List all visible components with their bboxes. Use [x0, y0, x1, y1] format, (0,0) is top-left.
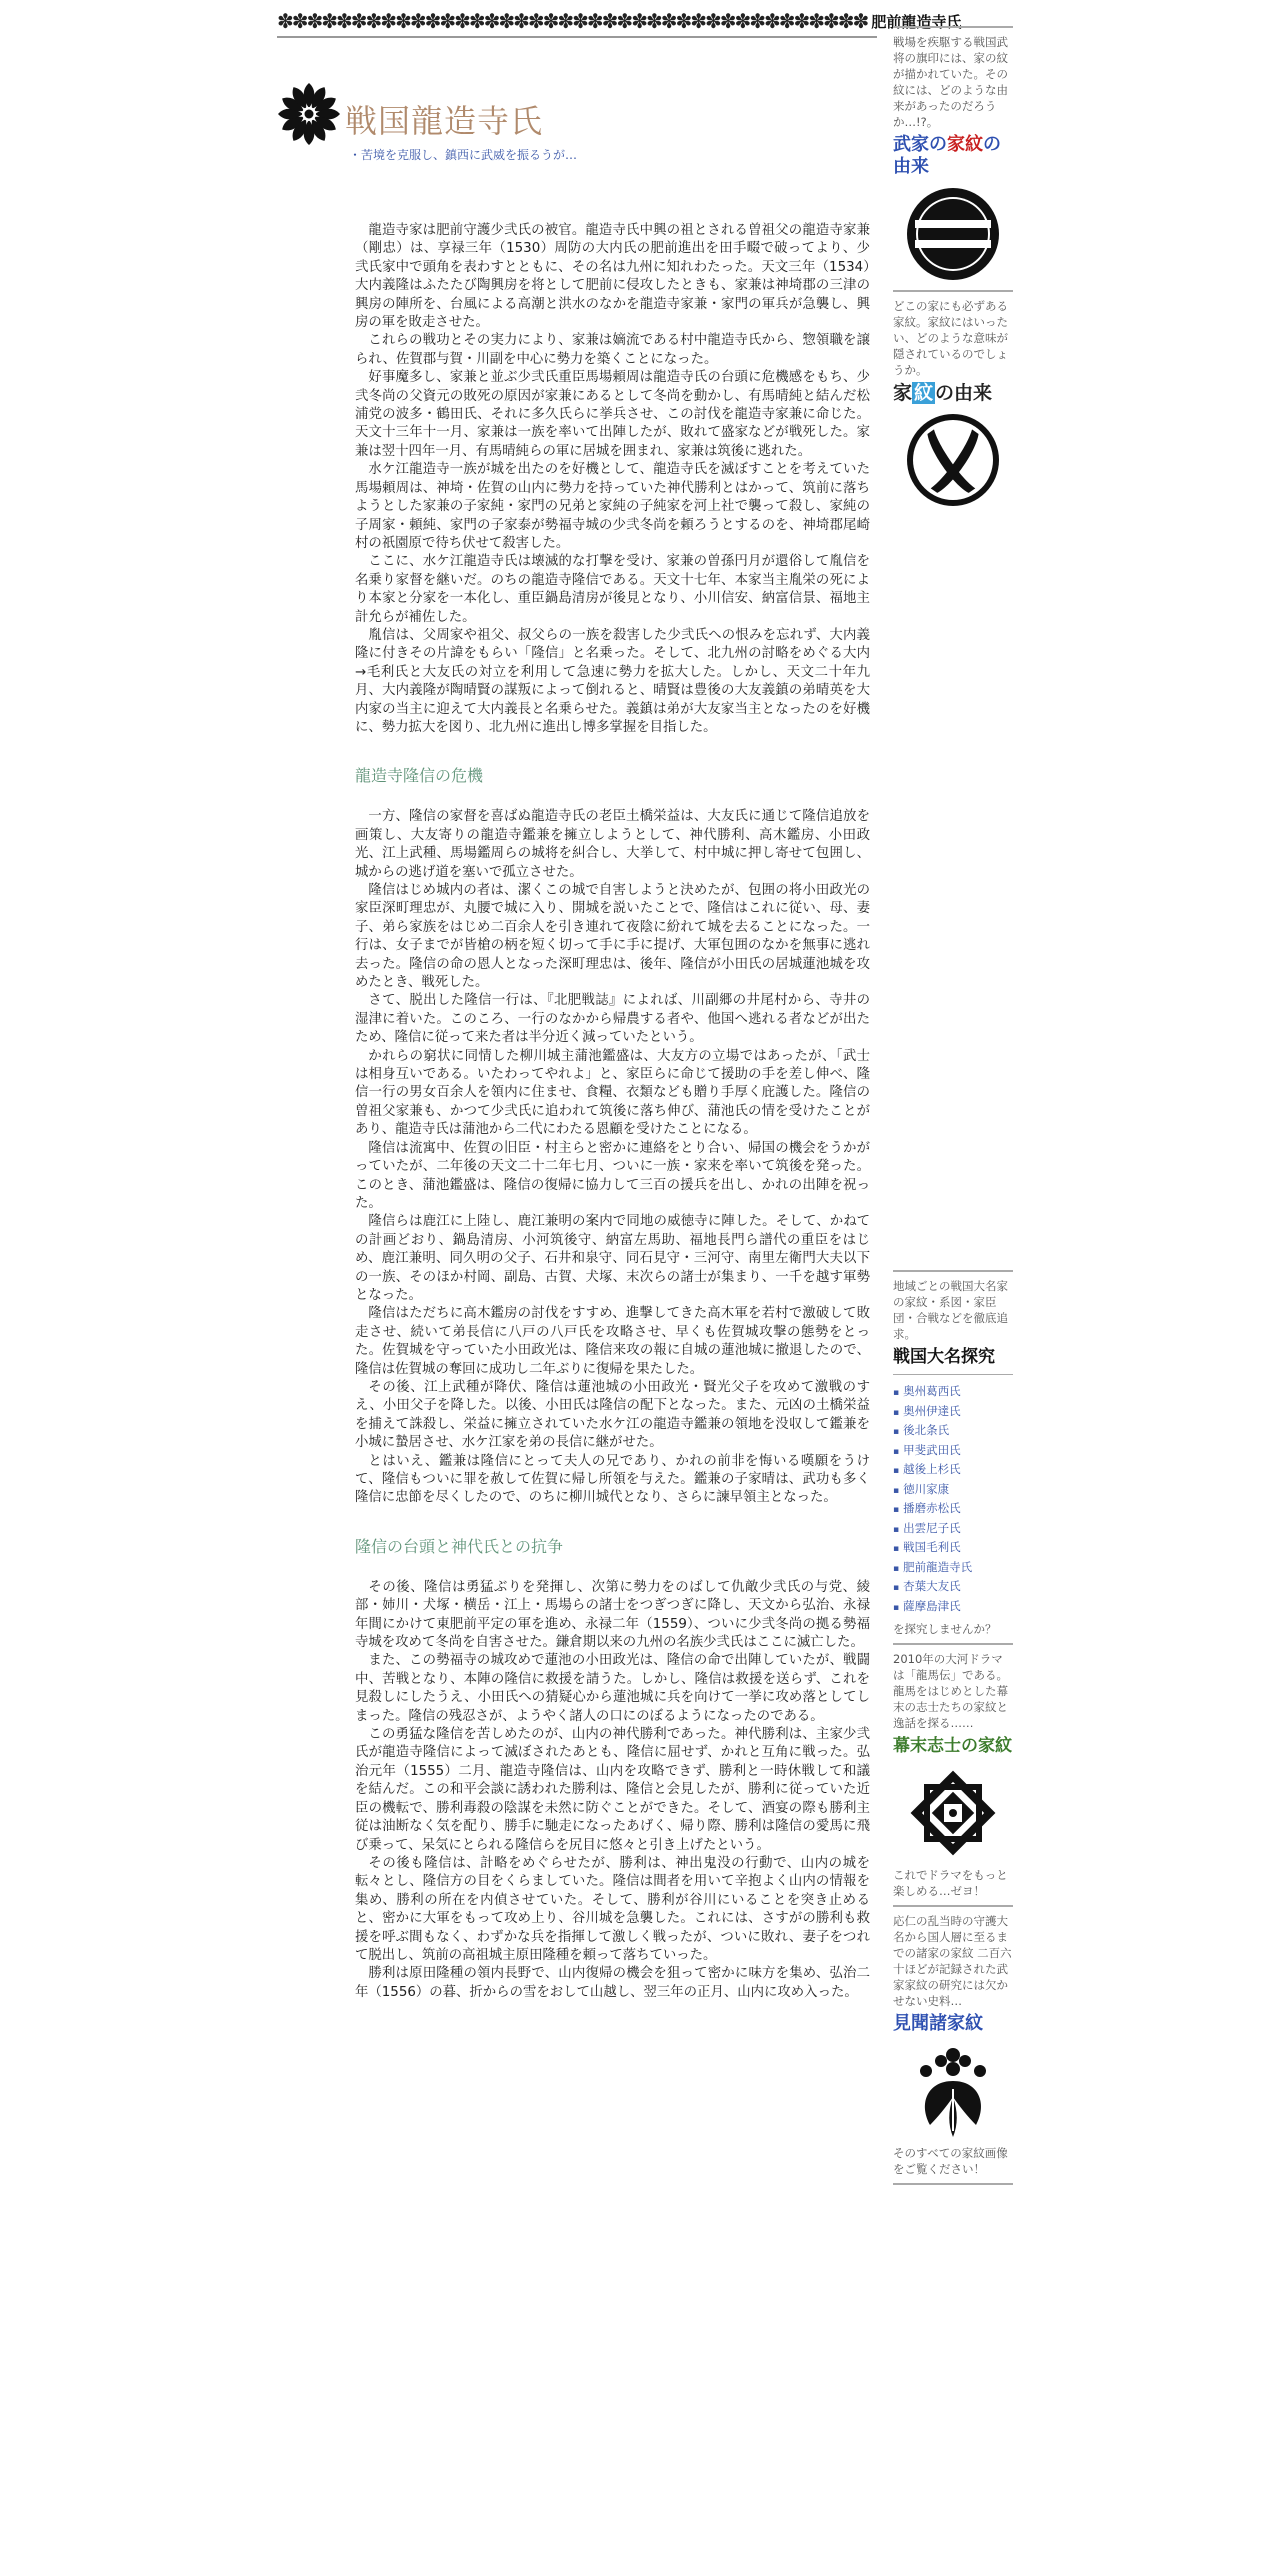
- daimyo-link[interactable]: ▪ 出雲尼子氏: [893, 1520, 1013, 1540]
- kenmon-banner[interactable]: 見聞諸家紋: [893, 2013, 983, 2034]
- sidebar-text: 戦場を疾駆する戦国武将の旗印には、家の紋が描かれていた。その紋には、どのような由来があったのだろうか…!?。: [893, 35, 1008, 129]
- daimyo-link[interactable]: ▪ 肥前龍造寺氏: [893, 1559, 1013, 1579]
- paragraph: その後、隆信は勇猛ぶりを発揮し、次第に勢力をのばして仇敵少弐氏の与党、綾部・姉川・犬塚・横岳・江上・馬場らの諸士をつぎつぎに降し、天文から弘治、永禄年間にかけて東肥前平定の軍を進め、永禄二年（1559）、ついに少弐冬尚の拠る勢福寺城を攻めて冬尚を自害させた。鎌倉期以来の九州の名族少弐氏はここに滅亡した。: [355, 1579, 870, 1651]
- daimyo-link[interactable]: ▪ 奥州葛西氏: [893, 1383, 1013, 1403]
- daimyo-banner[interactable]: 戦国大名探究: [893, 1347, 995, 1367]
- paragraph: かれらの窮状に同情した柳川城主蒲池鑑盛は、大友方の立場ではあったが、「武士は相身互いである。いたわってやれよ」と、家臣らに命じて援助の手を差し伸べ、隆信一行の男女百余人を領内に住ませ、食糧、衣類なども贈り手厚く庇護した。隆信の曽祖父家兼も、かつて少弐氏に追われて筑後に落ち伸び、蒲池氏の情を受けたことがあり、龍造寺氏は蒲池から二代にわたる恩顧を受けたことになる。: [355, 1048, 870, 1138]
- sidebar-block-daimyo: [893, 1278, 1013, 1637]
- sidebar-text: を探究しませんか？: [893, 1622, 997, 1636]
- sidebar-divider: [893, 1374, 1013, 1375]
- paragraph: とはいえ、鑑兼は隆信にとって夫人の兄であり、かれの前非を悔いる嘆願をうけて、隆信もついに罪を赦して佐賀に帰し所領を与えた。鑑兼の子家晴は、武功も多く隆信に忠節を尽くしたので、のちに柳川城代となり、さらに諫早領主となった。: [355, 1453, 870, 1506]
- sidebar-divider: [893, 26, 1013, 28]
- sidebar-block-bakumatsu[interactable]: [893, 1651, 1013, 1899]
- banner-part: の由来: [935, 382, 993, 404]
- sidebar-text: これでドラマをもっと楽しめる…ゼヨ！: [893, 1868, 1008, 1898]
- sidebar-text: 応仁の乱当時の守護大名から国人層に至るまでの諸家の家紋 二百六十ほどが記録された武家家紋の研究には欠かせない史料…: [893, 1914, 1012, 2008]
- sidebar-divider: [893, 290, 1013, 292]
- bakumatsu-banner[interactable]: 幕末志士の家紋: [893, 1736, 1012, 1756]
- sidebar-text: どこの家にも必ずある家紋。家紋にはいったい、どのような意味が隠されているのでしょうか。: [893, 299, 1008, 377]
- paragraph: さて、脱出した隆信一行は、『北肥戦誌』によれば、川副郷の井尾村から、寺井の湿津に着いた。このころ、一行のなかから帰農する者や、他国へ逃れる者などが出たため、隆信に従って来た者は半分近く減っていたという。: [355, 993, 870, 1046]
- paragraph: その後、江上武種が降伏、隆信は蓮池城の小田政光・賢光父子を攻めて激戦のすえ、小田父子を降した。以後、小田氏は隆信の配下となった。また、元凶の土橋栄益を捕えて誅殺し、栄益に擁立されていた水ケ江の龍造寺鑑兼の領地を没収して鑑兼を小城に蟄居させ、水ケ江家を弟の長信に継がせた。: [355, 1379, 870, 1451]
- paragraph: この勇猛な隆信を苦しめたのが、山内の神代勝利であった。神代勝利は、主家少弐氏が龍造寺隆信によって滅ぼされたあとも、隆信に屈せず、かれと互角に戦った。弘治元年（1555）二月、龍造寺隆信は、山内を攻略できず、勝利と一時休戦して和議を結んだ。この和平会談に誘われた勝利は、隆信と会見したが、勝利に従っていた近臣の機転で、勝利毒殺の陰謀を未然に防ぐことができた。そして、酒宴の際も勝利主従は油断なく気を配り、勝手に馳走になったあげく、帰り際、勝利は隆信の愛馬に飛び乗って、呆気にとられる隆信らを尻目に悠々と引き上げたという。: [355, 1727, 870, 1853]
- kamon-banner[interactable]: [893, 382, 1013, 404]
- banner-part: 家紋: [947, 134, 983, 155]
- daimyo-link[interactable]: ▪ 播磨赤松氏: [893, 1500, 1013, 1520]
- sidebar-block-kamon[interactable]: [893, 298, 1013, 510]
- ryuzoji-kamon-icon: [277, 82, 341, 146]
- paragraph: 龍造寺家は肥前守護少弐氏の被官。龍造寺氏中興の祖とされる曽祖父の龍造寺家兼（剛忠）は、享禄三年（1530）周防の大内氏の肥前進出を田手畷で破ってより、少弐氏家中で頭角を表わすとともに、その名は九州に知れわたった。天文三年（1534）大内義隆はふたたび陶興房を将として肥前に侵攻したときも、家兼は神埼郡の三津の興房の陣所を、台風による高潮と洪水のなかを龍造寺家兼・家門の軍兵が急襲し、興房の軍を敗走させた。: [355, 223, 870, 331]
- daimyo-link[interactable]: ▪ 杏葉大友氏: [893, 1578, 1013, 1598]
- paragraph: その後も隆信は、計略をめぐらせたが、勝利は、神出鬼没の行動で、山内の城を転々とし、隆信方の目をくらましていた。隆信は間者を用いて辛抱よく山内の情報を集め、勝利の所在を内偵させていた。そして、勝利が谷川にいることを突き止めると、密かに大軍をもって攻め上り、谷川城を急襲した。これには、さすがの勝利も救援を呼ぶ間もなく、わずかな兵を指揮して激しく戦ったが、ついに敗れ、妻子をつれて脱出し、筑前の高祖城主原田隆種を頼って落ちていった。: [355, 1855, 870, 1963]
- daimyo-link[interactable]: ▪ 後北条氏: [893, 1422, 1013, 1442]
- banner-part: 武家の: [893, 134, 947, 155]
- title-block: [277, 82, 877, 162]
- paragraph: 好事魔多し、家兼と並ぶ少弐氏重臣馬場頼周は龍造寺氏の台頭に危機感をもち、少弐冬尚の父資元の敗死の原因が家兼にあるとして冬尚を動かし、有馬晴純と結んだ松浦党の波多・鶴田氏、それに多久氏らに挙兵させ、この討伐を龍造寺家兼に命じた。天文十三年十一月、家兼は一族を率いて出陣したが、敗れて盛家などが戦死した。家兼は翌十四年一月、有馬晴純らの軍に居城を囲まれ、家兼は筑後に逃れた。: [355, 370, 870, 459]
- bukekamon-banner[interactable]: [893, 134, 1013, 178]
- paragraph: また、この勢福寺の城攻めで蓮池の小田政光は、隆信の命で出陣していたが、戦闘中、苦戦となり、本陣の隆信に救援を請うた。しかし、隆信は救援を送らず、これを見殺しにしたうえ、小田氏への猜疑心から蓮池城に兵を向けて一挙に攻め落としてしまった。隆信の残忍さが、ようやく諸人の口にのぼるようになったのである。: [355, 1653, 870, 1724]
- paragraph: 胤信は、父周家や祖父、叔父らの一族を殺害した少弐氏への恨みを忘れず、大内義隆に付きその片諱をもらい「隆信」と名乗った。そして、北九州の討略をめぐる大内→毛利氏と大友氏の対立を利用して急速に勢力を拡大した。しかし、天文二十年九月、大内義隆が陶晴賢の謀叛によって倒れると、晴賢は豊後の大友義鎮の弟晴英を大内家の当主に迎えて大内義長と名乗らせた。義鎮は弟が大友家当主となったのを好機に、勢力拡大を図り、北九州に進出し博多掌握を目指した。: [355, 627, 870, 735]
- paragraph: これらの戦功とその実力により、家兼は嫡流である村中龍造寺氏から、惣領職を譲られ、佐賀郡与賀・川副を中心に勢力を築くことになった。: [355, 333, 870, 367]
- kamon-strip: ✽✽✽✽✽✽✽✽✽✽✽✽✽✽✽✽✽✽✽✽✽✽✽✽✽✽✽✽✽✽✽✽✽✽✽✽✽✽✽✽: [277, 9, 868, 33]
- paragraph: 一方、隆信の家督を喜ばぬ龍造寺氏の老臣土橋栄益は、大友氏に通じて隆信追放を画策し、大友寄りの龍造寺鑑兼を擁立しようとして、神代勝利、高木鑑房、小田政光、江上武種、馬場鑑周らの城将を糾合し、大挙して、村中城に押し寄せて包囲し、城からの逃げ道を塞いで孤立させた。: [355, 809, 870, 880]
- daimyo-link[interactable]: ▪ 戦国毛利氏: [893, 1539, 1013, 1559]
- paragraph: 隆信はじめ城内の者は、潔くこの城で自害しようと決めたが、包囲の将小田政光の家臣深町理忠が、丸腰で城に入り、開城を説いたことで、隆信はこれに従い、母、妻子、弟ら家族をはじめ二百余人を引き連れて夜陰に紛れて城を去ることになった。一行は、女子までが皆槍の柄を短く切って手に手に提げ、大軍包囲のなかを無事に逃れ去った。隆信の命の恩人となった深町理忠は、後年、隆信が小田氏の居城蓮池城を攻めたとき、戦死した。: [355, 883, 870, 991]
- paragraph: 隆信らは鹿江に上陸し、鹿江兼明の案内で同地の威徳寺に陣した。そして、かねての計画どおり、鍋島清房、小河筑後守、納富左馬助、福地長門ら譜代の重臣をはじめ、鹿江兼明、同久明の父子、石井和泉守、同石見守・三河守、南里左衛門大夫以下の一族、そのほか村岡、副島、古賀、犬塚、末次らの諸士が集まり、一千を越す軍勢となった。: [355, 1214, 870, 1303]
- section-heading: 龍造寺隆信の危機: [355, 766, 484, 786]
- paragraph: 勝利は原田隆種の領内長野で、山内復帰の機会を狙って密かに味方を集め、弘治二年（1556）の暮、折からの雪をおして山越し、翌三年の正月、山内に攻め入った。: [355, 1966, 870, 2000]
- article-body: [355, 222, 870, 2562]
- sidebar-text: 2010年の大河ドラマは「龍馬伝」である。龍馬をはじめとした幕末の志士たちの家紋と逸話を探る……: [893, 1652, 1008, 1730]
- page-title: 戦国龍造寺氏: [345, 102, 544, 140]
- sidebar-text: そのすべての家紋画像をご覧ください！: [893, 2146, 1008, 2176]
- sidebar: [893, 20, 1013, 2191]
- paragraph: ここに、水ケ江龍造寺氏は壊滅的な打撃を受け、家兼の曽孫円月が還俗して胤信を名乗り家督を継いだ。のちの龍造寺隆信である。天文十七年、本家当主胤栄の死により本家と分家を一本化し、重臣鍋島清房が後見となり、小川信安、納富信景、福地主計允らが補佐した。: [355, 554, 870, 625]
- paragraph: 水ケ江龍造寺一族が城を出たのを好機として、龍造寺氏を滅ぼすことを考えていた馬場頼周は、神埼・佐賀の山内に勢力を持っていた神代勝利とはかって、筑前に落ちようとした家兼の子家純・家門の兄弟と家純の子純家を河上社で襲って殺し、家純の子周家・頼純、家門の子家泰が勢福寺城の少弐冬尚を頼ろうとするのを、神埼郡尾崎村の祇園原で待ち伏せて殺害した。: [355, 462, 870, 551]
- takanoha-kamon-icon[interactable]: [903, 410, 1003, 510]
- site-title[interactable]: 肥前龍造寺氏: [871, 12, 962, 31]
- sidebar-divider: [893, 1643, 1013, 1645]
- daimyo-link[interactable]: ▪ 薩摩島津氏: [893, 1598, 1013, 1618]
- paragraph: 隆信は流寓中、佐賀の旧臣・村主らと密かに連絡をとり合い、帰国の機会をうかがっていたが、二年後の天文二十二年七月、ついに一族・家来を率いて筑後を発った。このとき、蒲池鑑盛は、隆信の復帰に協力して三百の援兵を出し、かれの出陣を祝った。: [355, 1140, 870, 1211]
- daimyo-link-list: [893, 1383, 1013, 1617]
- kikyo-kamon-icon[interactable]: [903, 1763, 1003, 1863]
- banner-part: 紋: [914, 382, 934, 404]
- sidebar-divider: [893, 2183, 1013, 2185]
- sidebar-text: 地域ごとの戦国大名家の家紋・系図・家臣団・合戦などを徹底追求。: [893, 1279, 1008, 1341]
- banner-part: 家: [893, 382, 913, 404]
- paragraph: 隆信はただちに高木鑑房の討伐をすすめ、進撃してきた高木軍を若村で激破して敗走させ、続いて弟長信に八戸の八戸氏を攻略させ、早くも佐賀城攻撃の態勢をとった。佐賀城を守っていた小田政光は、隆信来攻の報に自城の蓮池城に撤退したので、隆信は佐賀城の奪回に成功し二年ぶりに復帰を果たした。: [355, 1306, 870, 1377]
- banner-part: の由来: [893, 134, 1001, 177]
- top-bar: [277, 6, 962, 38]
- daimyo-link[interactable]: ▪ 奥州伊達氏: [893, 1403, 1013, 1423]
- daimyo-link[interactable]: ▪ 徳川家康: [893, 1481, 1013, 1501]
- page-subtitle: ・苦境を克服し、鎮西に武威を振るうが…: [349, 148, 578, 162]
- daimyo-link[interactable]: ▪ 甲斐武田氏: [893, 1442, 1013, 1462]
- sidebar-block-kenmon[interactable]: [893, 1913, 1013, 2177]
- sidebar-divider: [893, 1905, 1013, 1907]
- section-heading: 隆信の台頭と神代氏との抗争: [355, 1536, 564, 1556]
- sidebar-divider: [893, 1270, 1013, 1272]
- futatsuhikiryo-kamon-icon[interactable]: [903, 184, 1003, 284]
- sidebar-block-bukekamon[interactable]: [893, 34, 1013, 284]
- daimyo-link[interactable]: ▪ 越後上杉氏: [893, 1461, 1013, 1481]
- paulownia-kamon-icon[interactable]: [908, 2041, 998, 2141]
